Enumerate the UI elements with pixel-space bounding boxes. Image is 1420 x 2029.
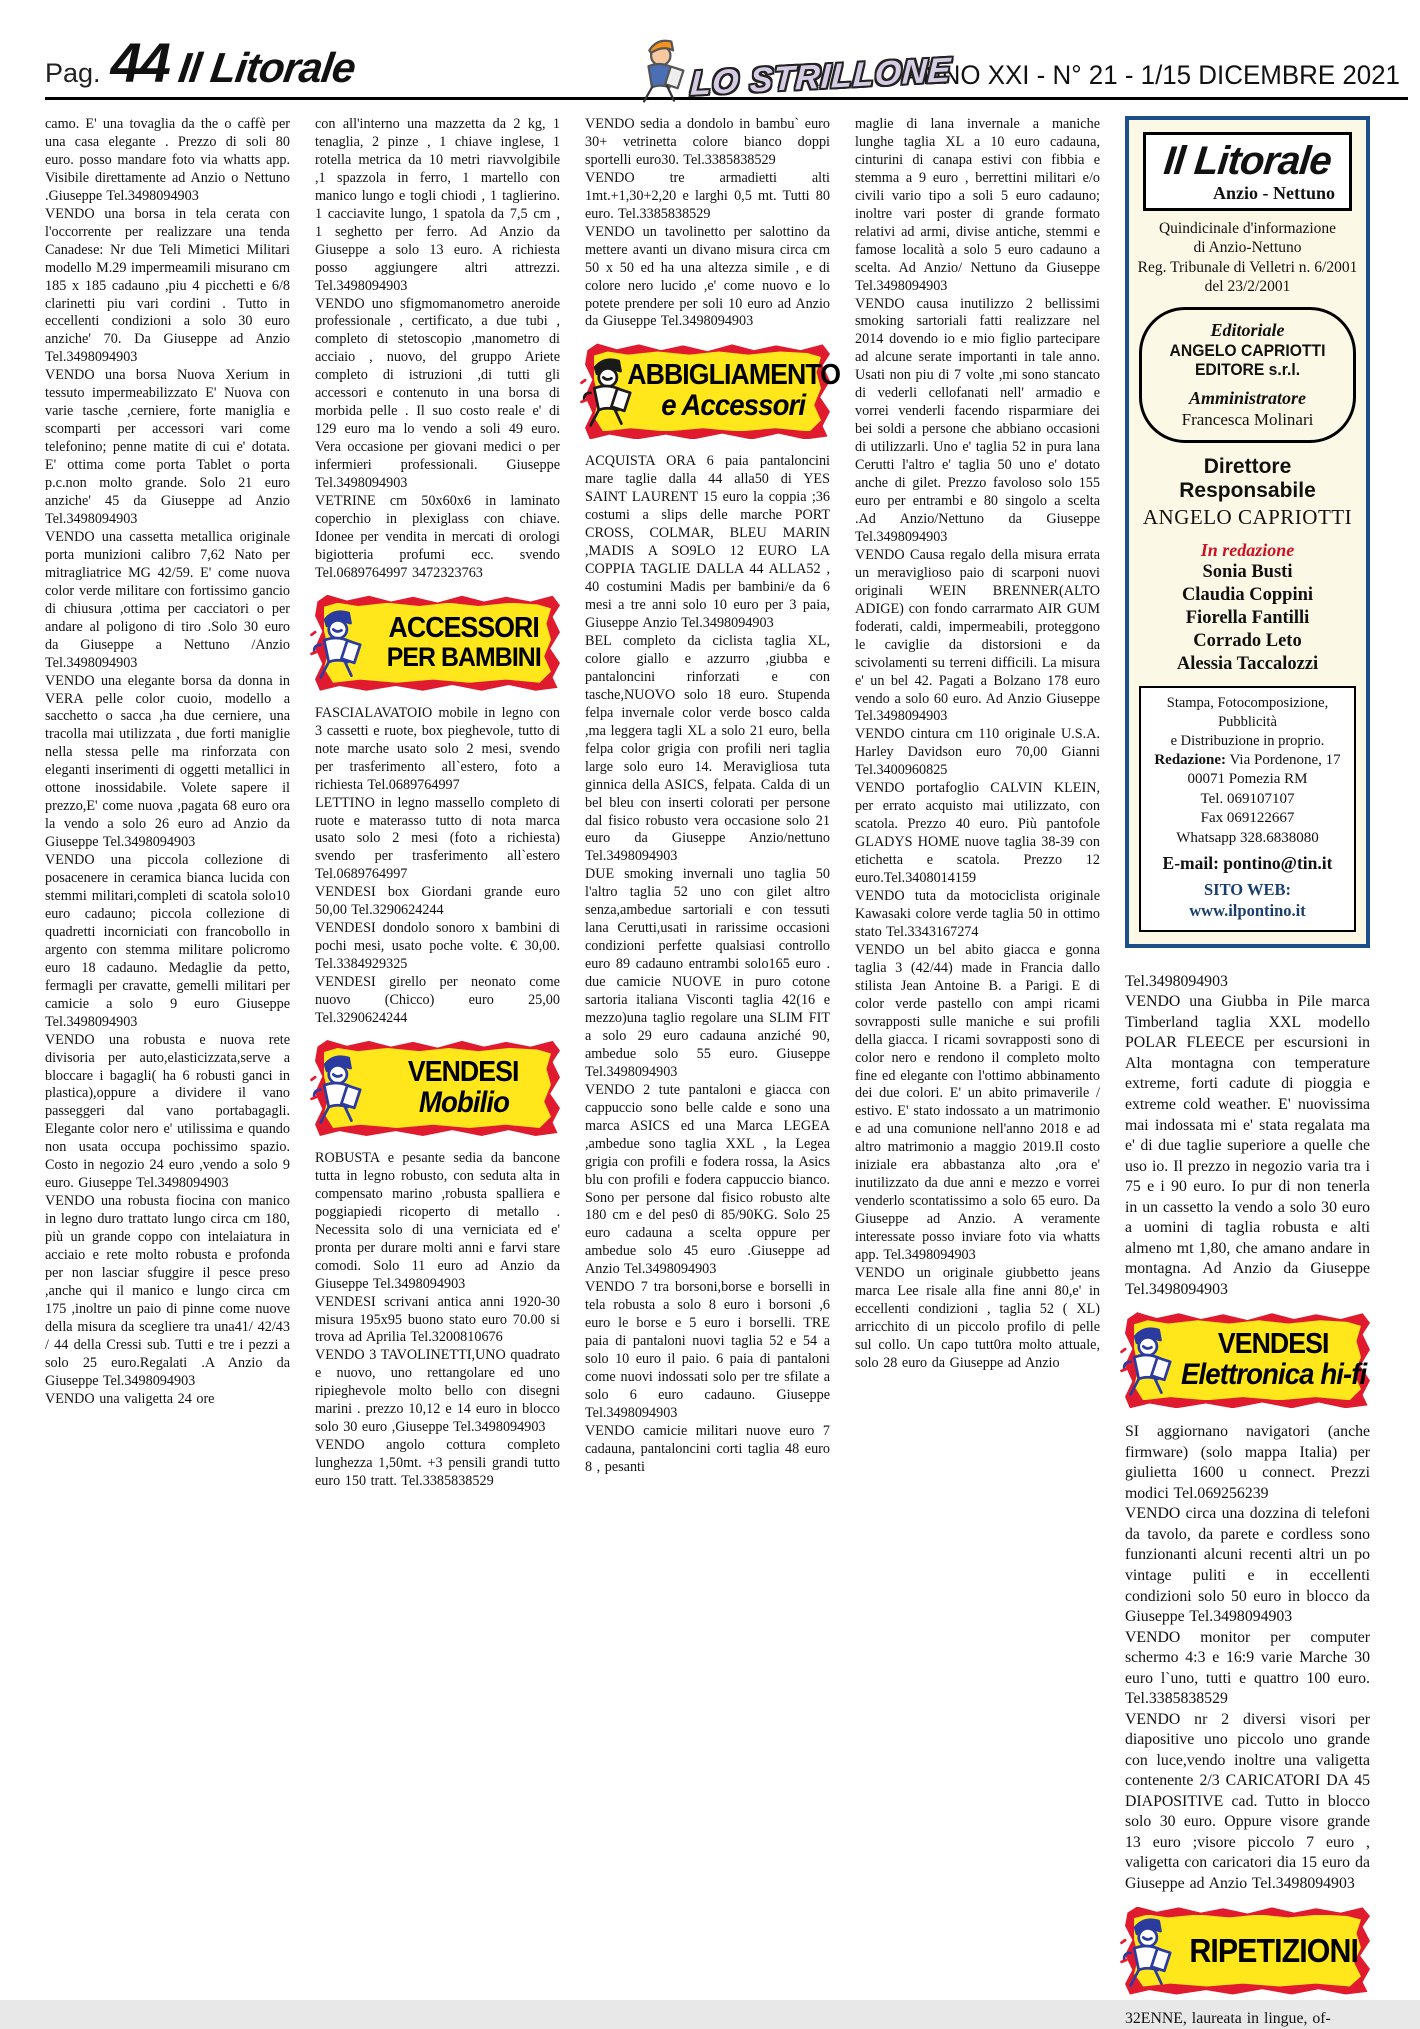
classified-ad: VENDO circa una dozzina di telefoni da tavolo, da parete e cordless sono funzionanti alcuni recenti altri un po vintage puliti e in eccellenti condizioni solo 50 euro in blocco da Giuseppe Tel.3498094903 (1125, 1504, 1370, 1627)
info-line: Quindicinale d'informazione (1137, 219, 1358, 238)
redazione-address-label: Redazione: (1154, 752, 1226, 768)
classified-ad: SI aggiornano navigatori (anche firmware) (solo mappa Italia) per giulietta 1600 u connect. Prezzi modici Tel.069256239 (1125, 1422, 1370, 1504)
editoriale-label: Editoriale (1148, 320, 1347, 341)
classified-ad: VENDO 2 tute pantaloni e giacca con cappuccio sono belle calde e sono una marca ASICS ed una Marca LEGEA ,ambedue sono taglia XXL , la Legea grigia con profili e fodera rossa, la Asics blu con profili e fodera cappuccio bianco. Sono per persone dal fisico robusto alte 180 cm e del pes0 di 85/90KG. Solo 25 euro cadauna a scelta oppure per ambedue solo 45 euro .Giuseppe ad Anzio Tel.3498094903 (585, 1082, 830, 1279)
banner-ripetizioni (1125, 1907, 1370, 1995)
info-line: di Anzio-Nettuno (1137, 238, 1358, 257)
staff-list (1137, 561, 1358, 677)
classified-ad: VENDO monitor per computer schermo 4:3 e 16:9 varie Marche 30 euro l`uno, tutti e quattro 100 euro. Tel.3385838529 (1125, 1628, 1370, 1710)
stampa-line: Stampa, Fotocomposizione, Pubblicità (1145, 694, 1350, 732)
amministratore-label: Amministratore (1148, 388, 1347, 409)
email-line (1145, 852, 1350, 875)
column-2 (315, 116, 560, 1491)
classified-ad: VENDO una borsa Nuova Xerium in tessuto impermeabilizzato E' Nuova con varie tasche ,cerniere, forte maniglia e scomparti per accessori vari come telefonino; penne matite di cui e' dotata. E' ottima come porta Tablet o porta p.c.non molto grande. Solo 21 euro anziche' 45 da Giuseppe ad Anzio Tel.3498094903 (45, 367, 290, 529)
newsboy-icon (307, 1042, 365, 1134)
banner-vendesi-mobilio (315, 1040, 560, 1136)
website-label: SITO WEB: (1204, 880, 1291, 899)
classified-ad: VENDO sedia a dondolo in bambu` euro 30+ vetrinetta colore bianco doppi sportelli euro30. Tel.3385838529 (585, 116, 830, 170)
whatsapp: Whatsapp 328.6838080 (1145, 829, 1350, 849)
staff-member: Claudia Coppini (1137, 584, 1358, 607)
direttore-label: Direttore Responsabile (1137, 455, 1358, 503)
classified-ad: VENDESI box Giordani grande euro 50,00 Tel.3290624244 (315, 884, 560, 920)
newsboy-icon (307, 597, 365, 689)
classified-ad: VENDO una Giubba in Pile marca Timberland taglia XXL modello POLAR FLEECE per escursioni in Alta montagna con temperature extreme, forti cadute di pioggia e extreme cold weather. E' nuovissima mai indossata mi e' stata regalata ma e' di due taglie superiore a quelle che uso io. Il prezzo in negozio varia tra i 75 e i 90 euro. Io pur di non tenerla in un cassetto la vendo a solo 30 euro a uomini di taglia robusta e alti almeno mt 1,80, che amano andare in montagna. Ad Anzio da Giuseppe Tel.3498094903 (1125, 992, 1370, 1300)
page-header (45, 0, 1408, 100)
issue-line: ANNO XXI - N° 21 - 1/15 DICEMBRE 2021 (906, 60, 1400, 91)
classified-ad: VENDO un bel abito giacca e gonna taglia 3 (42/44) made in Francia dallo stilista Jean Antoine B. a Parigi. E di color verde pastello con ampi ricami sovrapposti sulle maniche e sui profili della giacca. I ricami sovrapposti sono di color nero e rendono il completo molto fine ed elegante con l'ottimo abbinamento dei due colori. E' un abito primaverile / estivo. E' stato indossato a un matrimonio e ad una comunione nell'anno 2018 e ad altro matrimonio a maggio 2019.Il costo iniziale era abbastanza alto ,ora e' inutilizzato da due anni e mezzo e vorrei venderlo scontatissimo a solo 65 euro. Da Giuseppe ad Anzio. A veramente interessate posso inviare foto via whatts app. Tel.3498094903 (855, 942, 1100, 1265)
banner-subtitle: Mobilio (418, 1087, 508, 1119)
banner-title: ABBIGLIAMENTO (627, 361, 840, 390)
classified-ad: Tel.3498094903 (1125, 972, 1370, 993)
email-label: E-mail: (1163, 853, 1219, 873)
classifieds-area (0, 100, 1420, 2029)
lo-strillone-logo (630, 31, 951, 105)
classified-ad: VENDO causa inutilizzo 2 bellissimi smoking sartoriali fatti realizzare nel 2014 dovendo io e mio figlio partecipare ad alcune serate importanti in tale anno. Usati non piu di 7 volte ,mi sono stancato di vederli cellofanati nell' armadio e vorrei venderli facendo risparmiare dei bei soldi a persone che abbiano occasioni di utilizzarli. Uno e' taglia 52 in pura lana Cerutti l'altro e' taglia 50 uno e' dotato anche di gilet. Prezzo favoloso solo 155 euro per entrambi e 80 singolo a scelta .Ad Anzio/Nettuno da Giuseppe Tel.3498094903 (855, 296, 1100, 547)
masthead-title: Il Litorale (1150, 141, 1345, 181)
masthead-info (1137, 219, 1358, 297)
banner-text (1177, 1312, 1370, 1408)
email-value: pontino@tin.it (1223, 853, 1332, 873)
banner-title: RIPETIZIONI (1189, 1934, 1358, 1967)
paper-title: Il Litorale (175, 44, 357, 92)
cap-city: 00071 Pomezia RM (1145, 770, 1350, 790)
staff-member: Corrado Leto (1137, 630, 1358, 653)
page-header-left (45, 30, 355, 95)
direttore-name: ANGELO CAPRIOTTI (1137, 505, 1358, 530)
column-1 (45, 116, 290, 1409)
classified-ad: DUE smoking invernali uno taglia 50 l'altro taglia 52 uno con gilet altro senza,ambedue sartoriali e con tessuti lana Cerutti,usati in rarissime occasioni condizioni perfette qualsiasi controllo euro 89 cadauno entrambi solo165 euro . due camicie NUOVE in puro cotone sartoria italiana Visconti taglia 42(16 e mezzo)una taglio regolare una SLIM FIT a solo 29 euro cadauna anziché 90, ambedue solo 55 euro. Giuseppe Tel.3498094903 (585, 866, 830, 1081)
masthead-subtitle: Anzio - Nettuno (1152, 183, 1343, 204)
newsboy-icon (1117, 1314, 1175, 1406)
fax: Fax 069122667 (1145, 809, 1350, 829)
banner-text (1177, 1907, 1370, 1995)
masthead-title-box (1143, 132, 1352, 211)
redazione-label: In redazione (1137, 540, 1358, 561)
classified-ad: FASCIALAVATOIO mobile in legno con 3 cassetti e ruote, box pieghevole, tutto di note marche usato solo 2 mesi, svendo per trasferimento all`estero, foto a richiesta Tel.0689764997 (315, 705, 560, 795)
classified-ad: VENDO nr 2 diversi visori per diapositive uno piccolo uno grande con luce,vendo inoltre una valigetta contenente 2/3 CARICATORI DA 45 DIAPOSITIVE cad. Tutto in blocco solo 30 euro. Oppure visore grande 13 euro ;visore piccolo 7 euro , valigetta con caricatori dia 15 euro da Giuseppe ad Anzio Tel.3498094903 (1125, 1710, 1370, 1895)
classified-ad: VENDO uno sfigmomanometro aneroide professionale , certificato, a due tubi , completo di stetoscopio ,manometro di acciaio , nuovo, del gruppo Ariete completo di istruzioni ,di tutti gli accessori e contenuto in una borsa di morbida pelle . Il suo costo reale e' di 129 euro ma lo vendo a soli 49 euro. Vera occasione per giovani medici o per infermieri professionali. Giuseppe Tel.3498094903 (315, 296, 560, 493)
banner-text (637, 343, 830, 439)
classified-ad: VENDO una cassetta metallica originale porta munizioni calibro 7,62 Nato per mitragliatrice MG 42/59. E' come nuova color verde militare con fortissimo gancio di chiusura ,ottima per cacciatori o per andare al poligono di tiro .Solo 30 euro da Giuseppe a Nettuno /Anzio Tel.3498094903 (45, 529, 290, 673)
page-label: Pag. (45, 58, 101, 89)
classified-ad: LETTINO in legno massello completo di ruote e materasso tutto di nota marca usato solo 2 mesi (foto a richiesta) svendo per trasferimento all`estero Tel.0689764997 (315, 795, 560, 885)
stampa-line: e Distribuzione in proprio. (1145, 732, 1350, 751)
banner-subtitle: Elettronica hi-fi (1181, 1359, 1366, 1391)
classified-ad: VENDO angolo cottura completo lunghezza 1,50mt. +3 pensili grandi tutto euro 150 tratt. Tel.3385838529 (315, 1437, 560, 1491)
classified-ad: ROBUSTA e pesante sedia da bancone tutta in legno robusto, con seduta alta in compensato marino ,robusta spalliera e poggiapiedi ricoperto di metallo . Necessita solo di una verniciata ed e' pronta per durare molti anni e farvi stare comodi. Solo 11 euro ad Anzio da Giuseppe Tel.3498094903 (315, 1150, 560, 1294)
classified-ad: VENDESI girello per neonato come nuovo (Chicco) euro 25,00 Tel.3290624244 (315, 974, 560, 1028)
staff-member: Alessia Taccalozzi (1137, 653, 1358, 676)
classified-ad: VENDO Causa regalo della misura errata un meraviglioso paio di scarponi nuovi originali WEIN BRENNER(ALTO ADIGE) con fondo carrarmato AIR GUM foderati, caldi, impermeabili, proteggono le caviglie da distorsioni e da scivolamenti su terreni difficili. La misura e' un bel 42. Pagati a Bolzano 178 euro vendo a solo 60 euro. Ad Anzio Giuseppe Tel.3498094903 (855, 547, 1100, 727)
classified-ad: maglie di lana invernale a maniche lunghe taglia XL a 10 euro cadauna, cinturini di canapa estivi con fibbia e stemma a 9 euro , berrettini militari e/o civili vario tipo a soli 5 euro cadauno; inoltre vari poster di grande formato relativi ad armi, divise antiche, stemmi e famose località a solo 5 euro cadauno a scelta. Ad Anzio/ Nettuno da Giuseppe Tel.3498094903 (855, 116, 1100, 296)
classified-ad: VENDESI scrivani antica anni 1920-30 misura 195x95 buono stato euro 70.00 si trova ad Aprilia Tel.3200810676 (315, 1294, 560, 1348)
classified-ad: VENDO camicie militari nuove euro 7 cadauna, pantaloncini corti taglia 48 euro 8 , pesanti (585, 1423, 830, 1477)
classified-ad: VENDO un tavolinetto per salottino da mettere avanti un divano misura circa cm 50 x 50 ed ha una altezza simile , e di colore nero lucido ,e' come nuovo e lo potete prendere per soli 10 euro ad Anzio da Giuseppe Tel.3498094903 (585, 224, 830, 332)
classified-ad: VETRINE cm 50x60x6 in laminato coperchio in plexiglass con chiave. Idonee per vendita in mercati di orologi bigiotteria profumi ecc. svendo Tel.0689764997 3472323763 (315, 493, 560, 583)
classified-ad: VENDO una robusta fiocina con manico in legno duro trattato lungo circa cm 180, più un grande coppo con intelaiatura in acciaio e rete molto robusta e profonda per non lasciar sfuggire il pesce preso ,anche qui il manico e lungo circa cm 175 ,inoltre un paio di pinne come nuove della misura da scegliere tra una41/ 42/43 / 44 della Cressi sub. Tutti e tre i pezzi a solo 25 euro.Regalati .A Anzio da Giuseppe Tel.3498094903 (45, 1193, 290, 1390)
sidebar-column (1125, 116, 1370, 2029)
newsboy-color-icon (630, 31, 688, 105)
column-4 (855, 116, 1100, 1373)
page-number: 44 (111, 30, 169, 95)
print-info-box (1139, 686, 1356, 932)
info-line: del 23/2/2001 (1137, 277, 1358, 296)
staff-member: Fiorella Fantilli (1137, 607, 1358, 630)
banner-text (367, 595, 560, 691)
classified-ad: VENDO 7 tra borsoni,borse e borselli in tela robusta a solo 8 euro i borsoni ,6 euro le borse e 5 euro i borselli. TRE paia di pantaloni nuovi taglia 52 e 54 a solo 10 euro il paio. 6 paia di pantaloni come nuovi indossati solo per tre sfilate a solo 6 euro cadauno. Giuseppe Tel.3498094903 (585, 1279, 830, 1423)
classified-ad: VENDO una elegante borsa da donna in VERA pelle color cuoio, modello a sacchetto o sacca ,ha due cerniere, una tracolla mai utilizzata , due forti maniglie nella stessa pelle ma rinforzata con eleganti inserimenti di oggetti metallici in ottone inossidabile. Volete sapere il prezzo,E' come nuova ,pagata 68 euro ora la vendo a solo 26 euro ad Anzio da Giuseppe Tel.3498094903 (45, 673, 290, 853)
info-line: Reg. Tribunale di Velletri n. 6/2001 (1137, 258, 1358, 277)
classified-ad: VENDO tre armadietti alti 1mt.+1,30+2,20 e larghi 0,5 mt. Tutti 80 euro. Tel.3385838529 (585, 170, 830, 224)
redazione-address-value: Via Pordenone, 17 (1229, 752, 1340, 768)
classified-ad: VENDO tuta da motociclista originale Kawasaki colore verde taglia 50 in ottimo stato Tel.3343167274 (855, 888, 1100, 942)
banner-title: VENDESI (408, 1058, 519, 1087)
classified-ad: VENDO un originale giubbetto jeans marca Lee risale alla fine anni 80,e' in eccellenti condizioni , taglia 52 ( XL) arricchito di un piccolo profilo di pelle sul collo. Un capo tutt0ra molto attuale, solo 28 euro da Giuseppe ad Anzio (855, 1265, 1100, 1373)
classified-ad: 32ENNE, laureata in lingue, of- (1125, 2009, 1370, 2029)
banner-abbigliamento-accessori (585, 343, 830, 439)
banner-accessori-per-bambini (315, 595, 560, 691)
website-line (1145, 879, 1350, 922)
banner-vendesi-elettronica-hi-fi (1125, 1312, 1370, 1408)
classified-ad: camo. E' una tovaglia da the o caffè per una casa elegante . Prezzo di soli 80 euro. posso mandare foto via whatts app. Visibile direttamente ad Anzio o Nettuno .Giuseppe Tel.3498094903 (45, 116, 290, 206)
banner-text (367, 1040, 560, 1136)
classified-ad: VENDO una piccola collezione di posacenere in ceramica bianca lucida con stemmi militari,completi di scatola solo10 euro cadauno; piccola collezione di quadretti incorniciati con francobollo in argento con stemma militare policromo euro 18 cadauno. Medaglie da petto, fermagli per cravatte, gemelli militari per camicie a solo 9 euro Giuseppe Tel.3498094903 (45, 852, 290, 1032)
classified-ad: VENDESI dondolo sonoro x bambini di pochi mesi, usato poche volte. € 30,00. Tel.3384929325 (315, 920, 560, 974)
classified-ad: VENDO una valigetta 24 ore (45, 1391, 290, 1409)
logo-text: LO STRILLONE (689, 51, 952, 112)
masthead-box (1125, 116, 1370, 948)
classified-ad: VENDO 3 TAVOLINETTI,UNO quadrato e nuovo, uno rettangolare ed uno ripieghevole molto bello con disegni marini . prezzo 10,12 e 14 euro in blocco solo 30 euro ,Giuseppe Tel.3498094903 (315, 1347, 560, 1437)
classified-ad: ACQUISTA ORA 6 paia pantaloncini mare taglie dalla 44 alla50 di YES SAINT LAURENT 15 euro la coppia ;36 costumi a slips delle marche PORT CROSS, COLMAR, BLEU MARIN ,MADIS A SO9LO 12 EURO LA COPPIA TAGLIE DALLA 44 ALLA52 , 40 costumini Madis per bambini/e da 6 mesi a tre anni solo 10 euro per 3 paia, Giuseppe Anzio Tel.3498094903 (585, 453, 830, 633)
amministratore-name: Francesca Molinari (1148, 410, 1347, 430)
telephone: Tel. 069107107 (1145, 790, 1350, 810)
classified-ad: BEL completo da ciclista taglia XL, colore giallo e azzurro ,giubba e pantaloncini rinforzati e con tasche,NUOVO solo 18 euro. Stupenda felpa invernale color verde bosco calda ,ma leggera tagli XL a solo 21 euro, bella felpa color grigia con profili neri taglia large solo euro 14. Meravigliosa tuta ginnica della ASICS, felpata. Calda di un bel bleu con inserti colorati per persone dal fisico robusto vera occasione solo 21 euro da Giuseppe Anzio/nettuno Tel.3498094903 (585, 633, 830, 866)
classified-ad: VENDO una robusta e nuova rete divisoria per auto,elasticizzata,serve a bloccare i bagagli( ha 6 robusti ganci in plastica),oppure a dividere il vano passeggeri dal vano portabagagli. Elegante color nero e' utilissima e quando non usata occupa pochissimo spazio. Costo in negozio 24 euro ,vendo a solo 9 euro. Giuseppe Tel.3498094903 (45, 1032, 290, 1194)
classified-ad: VENDO portafoglio CALVIN KLEIN, per errato acquisto mai utilizzato, con scatola. Prezzo 40 euro. Più pantofole GLADYS HOME nuove taglia 38-39 con etichetta e scatola. Prezzo 12 euro.Tel.3408014159 (855, 780, 1100, 888)
website-value: www.ilpontino.it (1189, 901, 1305, 920)
editore-name: ANGELO CAPRIOTTI EDITORE s.r.l. (1153, 342, 1342, 380)
staff-member: Sonia Busti (1137, 561, 1358, 584)
sidebar-classifieds (1125, 972, 1370, 2029)
banner-title: VENDESI (1218, 1330, 1329, 1359)
banner-subtitle: PER BAMBINI (386, 643, 540, 671)
classified-ad: con all'interno una mazzetta da 2 kg, 1 tenaglia, 2 pinze , 1 chiave inglese, 1 rotella metrica da 10 metri riavvolgibile ,1 spazzola in ferro, 1 martello con manico lungo e togli chiodi , 1 taglierino. 1 cacciavite lungo, 1 spatola da 7,5 cm , 1 seghetto per ferro. Ad Anzio da Giuseppe a solo 13 euro. A richiesta posso aggiungere altri attrezzi. Tel.3498094903 (315, 116, 560, 296)
redazione-address (1145, 751, 1350, 771)
classified-ad: VENDO una borsa in tela cerata con l'occorrente per realizzare una tenda Canadese: Nr due Teli Mimetici Militari modello M.29 impermeamili misurano cm 185 x 185 cadauno ,piu 4 picchetti e 6/8 clarinetti piu vari cordini . Tutto in eccellenti condizioni a solo 30 euro anziche' 70. Da Giuseppe ad Anzio Tel.3498094903 (45, 206, 290, 368)
banner-subtitle: e Accessori (662, 390, 806, 422)
newsboy-icon (577, 345, 635, 437)
banner-title: ACCESSORI (388, 614, 538, 643)
column-3 (585, 116, 830, 1477)
editorial-oval (1139, 307, 1356, 443)
newsboy-icon (1117, 1909, 1175, 1993)
classified-ad: VENDO cintura cm 110 originale U.S.A. Harley Davidson euro 70,00 Gianni Tel.3400960825 (855, 726, 1100, 780)
